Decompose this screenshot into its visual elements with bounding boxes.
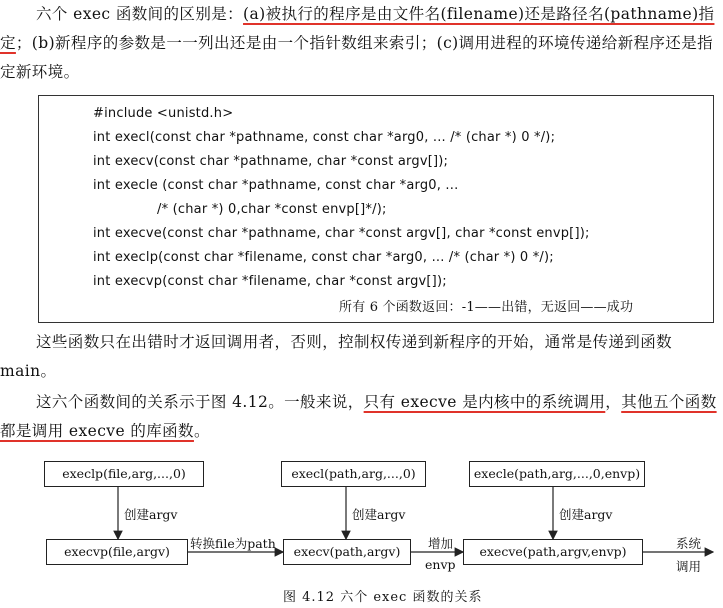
para1-lead: 六个 exec 函数间的区别是： bbox=[36, 5, 244, 23]
para1-rest: ；(b)新程序的参数是一一列出还是由一个指针数组来索引；(c)调用进程的环境传递给新程序还是指定新环境。 bbox=[0, 34, 714, 81]
code-line-execlp: int execlp(const char *filename, const char *arg0, ... /* (char *) 0 */); bbox=[93, 250, 554, 265]
para3-underlined-2: 其他五个函数都是调用 execve 的库函数 bbox=[0, 393, 717, 440]
para3-underlined-1: 只有 execve 是内核中的系统调用 bbox=[363, 393, 606, 411]
figure-caption: 图 4.12 六个 exec 函数的关系 bbox=[283, 590, 483, 605]
label-build-argv-1: 创建argv bbox=[124, 507, 178, 522]
code-line-execl: int execl(const char *pathname, const char *arg0, ... /* (char *) 0 */); bbox=[93, 130, 556, 145]
label-envp: envp bbox=[425, 557, 456, 572]
para1-underlined: (a)被执行的程序是由文件名(filename)还是路径名(pathname)指定 bbox=[0, 5, 715, 52]
label-build-argv-3: 创建argv bbox=[559, 507, 613, 522]
box-execlp: execlp(file,arg,...,0) bbox=[44, 461, 204, 487]
label-syscall-2: 调用 bbox=[676, 559, 702, 574]
box-execle: execle(path,arg,...,0,envp) bbox=[469, 461, 645, 487]
box-execl: execl(path,arg,...,0) bbox=[281, 461, 426, 487]
para3-end: 。 bbox=[193, 422, 210, 440]
code-line-execvp: int execvp(const char *filename, char *const argv[]); bbox=[93, 274, 447, 289]
label-syscall-1: 系统 bbox=[676, 536, 702, 551]
label-add: 增加 bbox=[428, 536, 454, 551]
label-convert-file-to-path: 转换file为path bbox=[190, 536, 276, 551]
para3-comma: ， bbox=[605, 393, 622, 411]
code-line-execv: int execv(const char *pathname, char *const argv[]); bbox=[93, 154, 449, 169]
label-build-argv-2: 创建argv bbox=[352, 507, 406, 522]
para2-text: 这些函数只在出错时才返回调用者，否则，控制权传递到新程序的开始，通常是传递到函数 main。 bbox=[0, 333, 673, 380]
code-line-execle-cont: /* (char *) 0,char *const envp[]*/); bbox=[157, 202, 387, 217]
box-execve: execve(path,argv,envp) bbox=[463, 539, 643, 565]
para3-lead: 这六个函数间的关系示于图 4.12。一般来说， bbox=[36, 393, 364, 411]
box-execv: execv(path,argv) bbox=[283, 539, 411, 565]
code-returns-note: 所有 6 个函数返回：-1——出错，无返回——成功 bbox=[339, 300, 634, 315]
code-line-execve: int execve(const char *pathname, char *const argv[], char *const envp[]); bbox=[93, 226, 590, 241]
code-line-include: #include <unistd.h> bbox=[93, 106, 234, 121]
code-line-execle: int execle (const char *pathname, const char *arg0, ... bbox=[93, 178, 459, 193]
box-execvp: execvp(file,argv) bbox=[46, 539, 188, 565]
